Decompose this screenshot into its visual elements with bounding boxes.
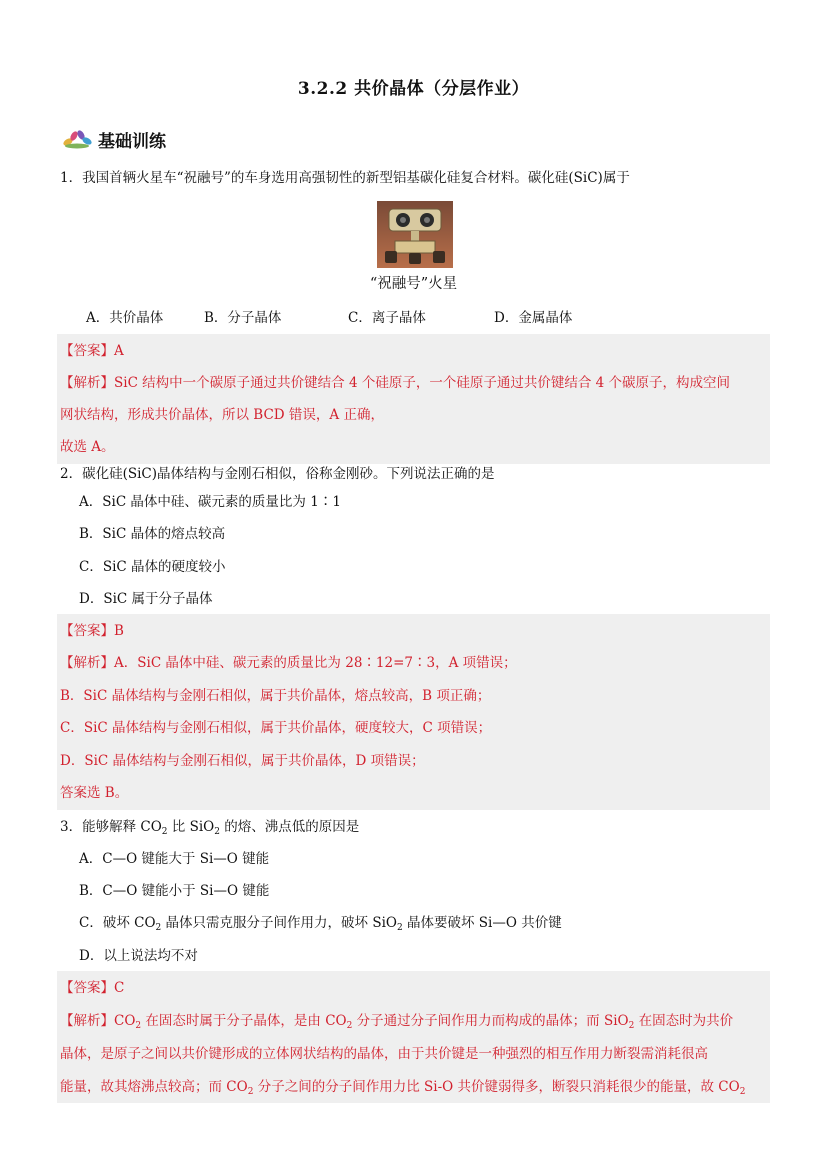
q1-option-c: C．离子晶体 bbox=[348, 310, 426, 326]
q3-option-b: B．C—O 键能小于 Si—O 键能 bbox=[79, 883, 270, 899]
q3-answer: 【答案】C bbox=[60, 980, 125, 996]
q1-option-b: B．分子晶体 bbox=[204, 310, 282, 326]
q2-stem: 2．碳化硅(SiC)晶体结构与金刚石相似，俗称金刚砂。下列说法正确的是 bbox=[60, 466, 495, 482]
photo-caption: “祝融号”火星 bbox=[369, 276, 458, 292]
q1-answer: 【答案】A bbox=[60, 343, 124, 359]
q1-answer-box bbox=[57, 334, 770, 464]
q2-analysis-line3: C．SiC 晶体结构与金刚石相似，属于共价晶体，硬度较大，C 项错误； bbox=[60, 720, 492, 736]
section-header bbox=[60, 126, 166, 152]
q2-option-b: B．SiC 晶体的熔点较高 bbox=[79, 526, 226, 542]
q2-analysis-line1: 【解析】A．SiC 晶体中硅、碳元素的质量比为 28∶12=7∶3，A 项错误； bbox=[60, 655, 517, 671]
q3-option-a: A．C—O 键能大于 Si—O 键能 bbox=[79, 851, 270, 867]
q1-analysis-line1: 【解析】SiC 结构中一个碳原子通过共价键结合 4 个硅原子，一个硅原子通过共价键结合 4 个碳原子，构成空间 bbox=[60, 375, 731, 391]
q2-analysis-line5: 答案选 B。 bbox=[60, 785, 129, 801]
q2-option-c: C．SiC 晶体的硬度较小 bbox=[79, 559, 226, 575]
q2-answer: 【答案】B bbox=[60, 623, 124, 639]
q3-stem: 3．能够解释 $CO_2$ 比 SiO$_2$ 的熔、沸点低的原因是 bbox=[60, 819, 360, 837]
q3-analysis-line2: 晶体，是原子之间以共价键形成的立体网状结构的晶体，由于共价键是一种强烈的相互作用力断裂需消耗很高 bbox=[60, 1046, 708, 1062]
q2-analysis-tag: 【解析】 bbox=[60, 655, 114, 671]
q2-analysis-line4: D．SiC 晶体结构与金刚石相似，属于共价晶体，D 项错误； bbox=[60, 753, 425, 769]
q3-analysis-tag: 【解析】 bbox=[60, 1013, 114, 1029]
q2-option-a: A．SiC 晶体中硅、碳元素的质量比为 1∶1 bbox=[79, 494, 341, 510]
section-flower-icon bbox=[60, 127, 94, 151]
q2-answer-box bbox=[57, 614, 770, 810]
q1-analysis-line3: 故选 A。 bbox=[60, 439, 115, 455]
q2-analysis-line2: B．SiC 晶体结构与金刚石相似，属于共价晶体，熔点较高，B 项正确； bbox=[60, 688, 491, 704]
q1-stem: 1．我国首辆火星车“祝融号”的车身选用高强韧性的新型铝基碳化硅复合材料。碳化硅(SiC)属于 bbox=[60, 170, 630, 186]
q1-analysis-line2: 网状结构，形成共价晶体，所以 BCD 错误，A 正确， bbox=[60, 407, 384, 423]
q2-option-d: D．SiC 属于分子晶体 bbox=[79, 591, 213, 607]
page-title: 3.2.2 共价晶体（分层作业） bbox=[297, 79, 530, 99]
q1-option-d: D．金属晶体 bbox=[494, 310, 573, 326]
q3-analysis-line3: 能量，故其熔沸点较高；而 $CO_2$ 分子之间的分子间作用力比 Si-O 共价键弱得多，断裂只消耗很少的能量，故 $CO_2$ bbox=[60, 1079, 746, 1097]
section-label: 基础训练 bbox=[98, 131, 166, 152]
q1-option-a: A．共价晶体 bbox=[86, 310, 164, 326]
q3-option-d: D．以上说法均不对 bbox=[79, 948, 198, 964]
q3-option-c: C．破坏 $CO_2$ 晶体只需克服分子间作用力，破坏 SiO$_2$ 晶体要破坏 Si—O 共价键 bbox=[79, 915, 562, 933]
q3-analysis-line1: 【解析】$CO_2$ 在固态时属于分子晶体，是由 $CO_2$ 分子通过分子间作用力而构成的晶体；而 SiO$_2$ 在固态时为共价 bbox=[60, 1013, 734, 1031]
mars-rover-photo bbox=[377, 201, 453, 268]
q1-analysis-tag: 【解析】 bbox=[60, 375, 114, 391]
